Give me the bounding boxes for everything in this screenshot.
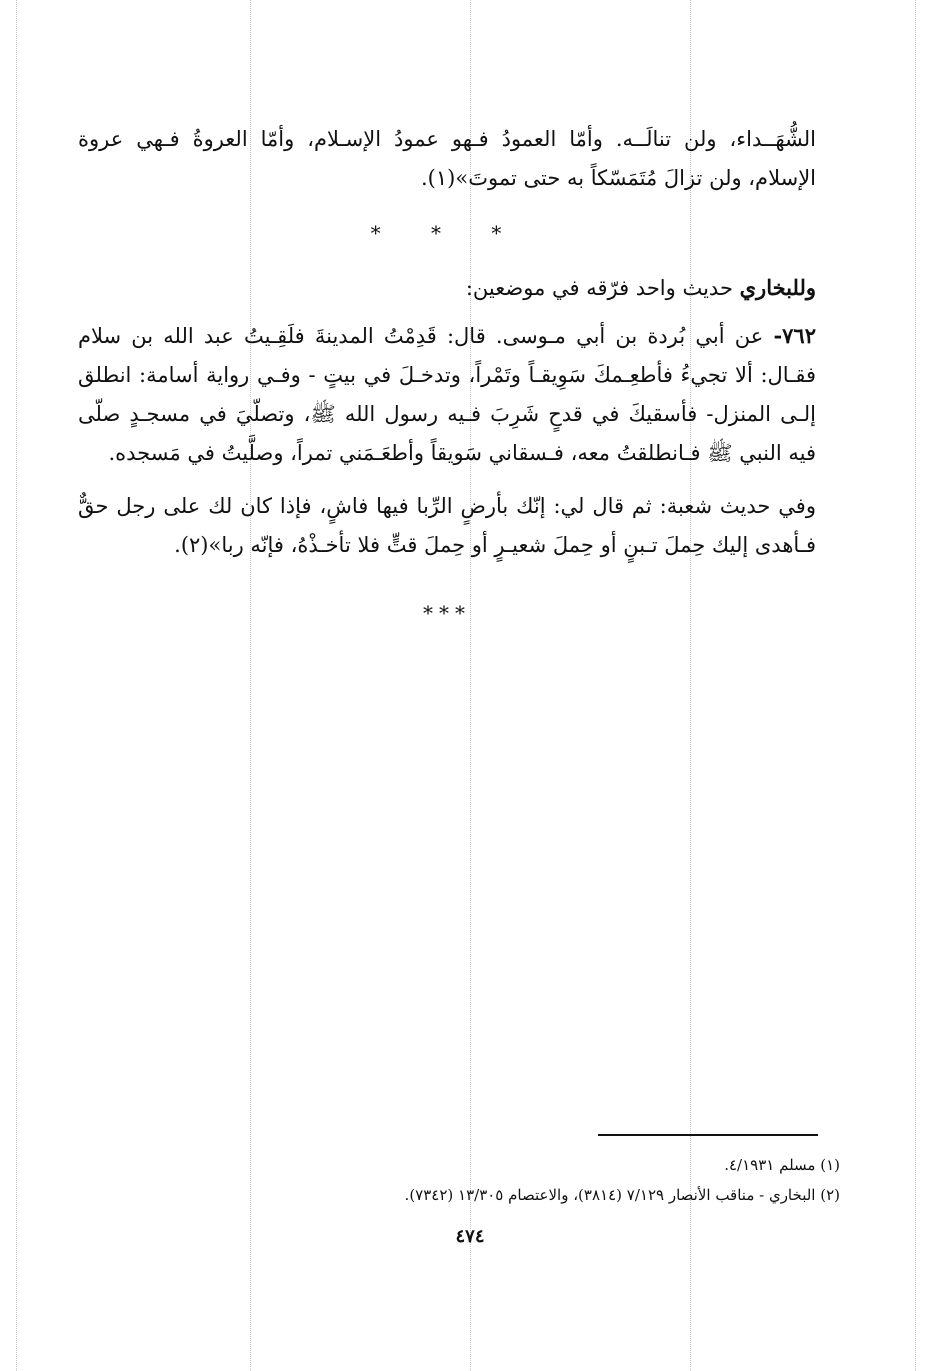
margin-guide bbox=[915, 0, 916, 1371]
hadith-number: ٧٦٢- bbox=[773, 323, 816, 348]
section-separator: * * * bbox=[370, 221, 524, 245]
hadith-paragraph bbox=[78, 316, 816, 473]
hadith-text: عن أبي بُردة بن أبي مـوسى. قال: قَدِمْتُ المدينةَ فلَقِـيتُ عبد الله بن سلام فقـال: ألا تجيءُ فأطعِـمكَ سَوِيقـاً وتَمْراً، وتدخـلَ في بيتٍ - وفـي رواية أسامة: انطلق إلـى المنزل- فأسقيكَ في قدحٍ شَرِبَ فـيه رسول الله ﷺ، وتصلّيَ في مسجـدٍ صلّى فيه النبي ﷺ فـانطلقتُ معه، فـسقاني سَويقاً وأطعَـمَني تمراً، وصلَّيتُ في مَسجده. bbox=[78, 324, 816, 465]
footnote-2: (٢) البخاري - مناقب الأنصار ٧/١٢٩ (٣٨١٤)، والاعتصام ١٣/٣٠٥ (٧٣٤٢). bbox=[404, 1186, 840, 1204]
paragraph-1: الشُّهَــداء، ولن تنالَــه. وأمّا العمودُ فـهو عمودُ الإسـلام، وأمّا العروةُ فـهي عروة الإسلام، ولن تزالَ مُتَمَسّكاً به حتى تموتَ»(١). bbox=[78, 127, 816, 190]
page-body bbox=[78, 120, 816, 653]
margin-guide bbox=[16, 0, 17, 1371]
section-heading-text: حديث واحد فرّقه في موضعين: bbox=[465, 276, 733, 300]
page-number: ٤٧٤ bbox=[455, 1226, 485, 1247]
section-heading-bold: وللبخاري bbox=[739, 275, 816, 300]
end-separator: *** bbox=[423, 601, 471, 625]
footnote-divider bbox=[598, 1134, 818, 1136]
paragraph-3: وفي حديث شعبة: ثم قال لي: إنّك بأرضٍ الرِّبا فيها فاشٍ، فإذا كان لك على رجل حقٌّ فـأهدى إليك حِملَ تـبنٍ أو حِملَ شعيـرٍ أو حِملَ قتٍّ فلا تأخـذْهُ، فإنّه ربا»(٢). bbox=[78, 494, 816, 557]
footnotes bbox=[260, 1150, 840, 1210]
section-heading bbox=[78, 268, 816, 308]
footnote-1: (١) مسلم ٤/١٩٣١. bbox=[724, 1156, 840, 1174]
